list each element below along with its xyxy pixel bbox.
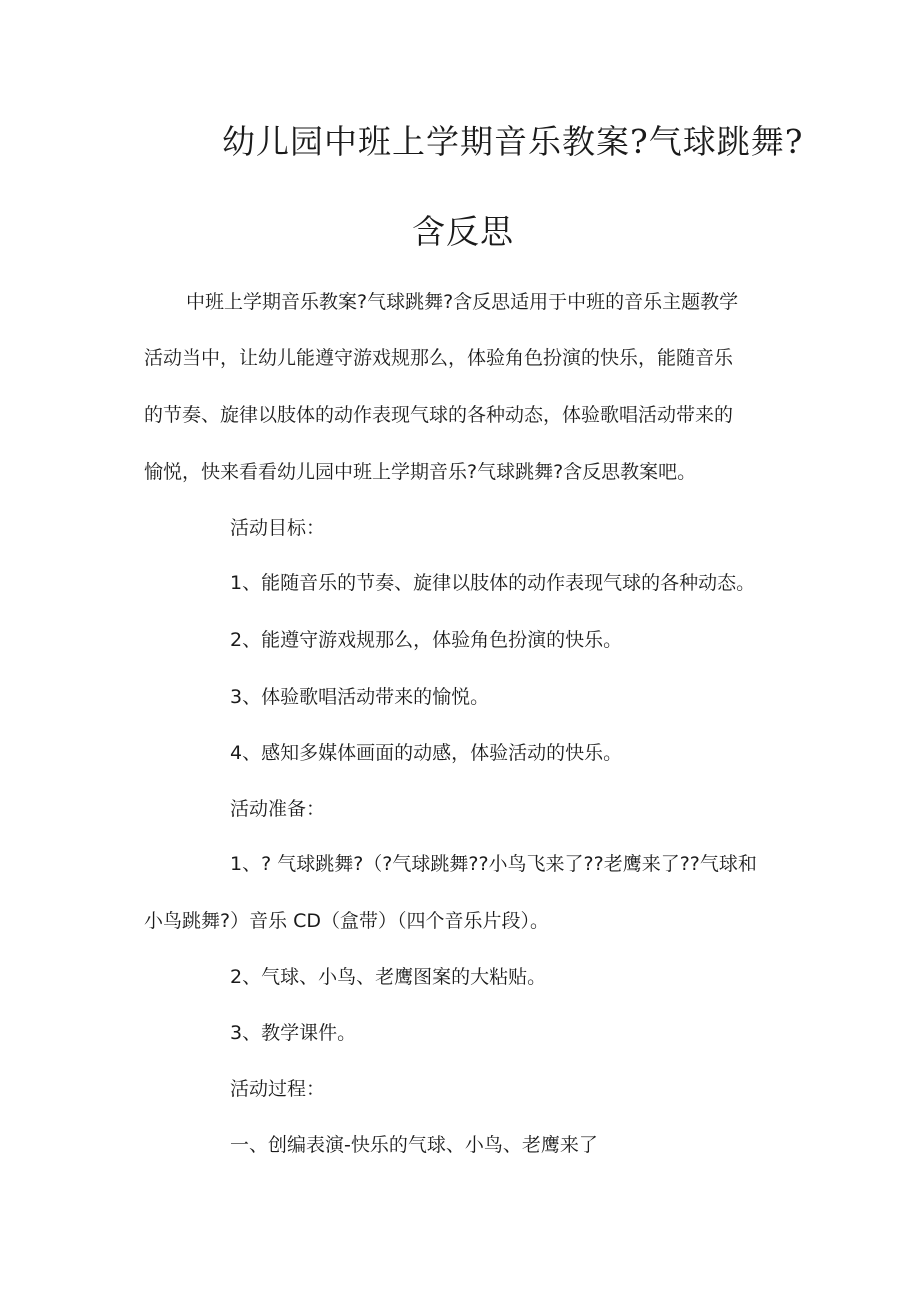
- prep-item-1-line-2: 小鸟跳舞?）音乐 CD（盒带）（四个音乐片段）。: [144, 910, 550, 932]
- goal-item-2: 2、能遵守游戏规那么，体验角色扮演的快乐。: [230, 629, 623, 651]
- intro-line-1: 中班上学期音乐教案?气球跳舞?含反思适用于中班的音乐主题教学: [186, 291, 739, 313]
- goal-item-4: 4、感知多媒体画面的动感，体验活动的快乐。: [230, 742, 623, 764]
- goal-item-1: 1、能随音乐的节奏、旋律以肢体的动作表现气球的各种动态。: [230, 572, 756, 594]
- prep-item-2: 2、气球、小鸟、老鹰图案的大粘贴。: [230, 966, 547, 988]
- goal-item-3: 3、体验歌唱活动带来的愉悦。: [230, 686, 490, 708]
- process-step-1: 一、创编表演-快乐的气球、小鸟、老鹰来了: [230, 1134, 598, 1156]
- intro-line-2: 活动当中，让幼儿能遵守游戏规那么，体验角色扮演的快乐，能随音乐: [144, 347, 734, 369]
- intro-line-4: 愉悦，快来看看幼儿园中班上学期音乐?气球跳舞?含反思教案吧。: [144, 461, 697, 483]
- prep-item-1-line-1: 1、? 气球跳舞?（?气球跳舞??小鸟飞来了??老鹰来了??气球和: [230, 853, 757, 875]
- prep-heading: 活动准备：: [230, 798, 326, 820]
- intro-line-3: 的节奏、旋律以肢体的动作表现气球的各种动态，体验歌唱活动带来的: [144, 404, 734, 426]
- document-title-line-2: 含反思: [412, 212, 514, 251]
- document-title-line-1: 幼儿园中班上学期音乐教案?气球跳舞?: [222, 122, 804, 161]
- goals-heading: 活动目标：: [230, 517, 326, 539]
- process-heading: 活动过程：: [230, 1078, 326, 1100]
- prep-item-3: 3、教学课件。: [230, 1022, 357, 1044]
